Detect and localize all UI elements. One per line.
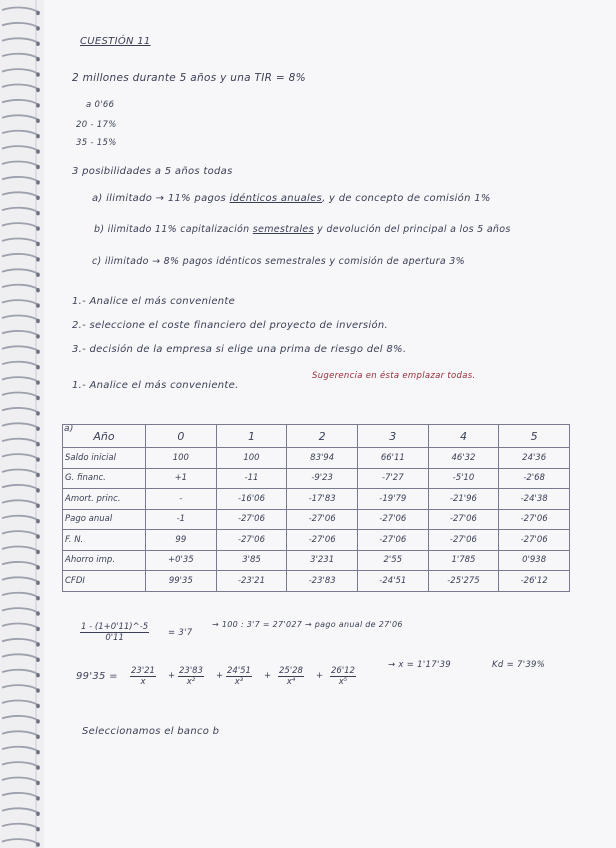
row-label: CFDI [63, 571, 146, 592]
table-cell: -24'38 [499, 489, 570, 510]
table-cell: 99 [146, 530, 217, 551]
annuity-numerator: 1 - (1+0'11)^-5 [81, 622, 149, 632]
irr-term [330, 666, 356, 687]
table-row [63, 530, 570, 551]
table-cell: -19'79 [357, 489, 428, 510]
irr-result: → x = 1'17'39 [388, 660, 451, 670]
term-numerator: 23'83 [179, 666, 203, 676]
irr-term [278, 666, 304, 687]
table-cell: -27'06 [428, 530, 499, 551]
header-2: 2 [287, 425, 358, 448]
table-cell: -25'275 [428, 571, 499, 592]
term-denominator: x⁴ [286, 677, 296, 687]
table-cell: -16'06 [216, 489, 287, 510]
table-cell: -17'83 [287, 489, 358, 510]
problem-statement: 2 millones durante 5 años y una TIR = 8% [72, 72, 306, 84]
header-1: 1 [216, 425, 287, 448]
option-b-text: b) ilimitado 11% capitalización [94, 224, 250, 235]
table-cell: -2'68 [499, 468, 570, 489]
irr-lhs: 99'35 = [76, 671, 118, 682]
kd-result: Kd = 7'39% [492, 660, 546, 670]
term-denominator: x² [186, 677, 196, 687]
term-numerator: 23'21 [131, 666, 155, 676]
table-cell: 2'55 [357, 550, 428, 571]
table-cell: 100 [216, 448, 287, 469]
option-c: c) ilimitado → 8% pagos idénticos semestrales y comisión de apertura 3% [92, 256, 465, 267]
table-cell: +0'35 [146, 550, 217, 571]
table-cell: -27'06 [287, 509, 358, 530]
table-cell: -23'21 [216, 571, 287, 592]
plus-sign: + [264, 671, 272, 681]
header-3: 3 [357, 425, 428, 448]
irr-term [130, 666, 156, 687]
table-cell: -5'10 [428, 468, 499, 489]
irr-term [226, 666, 252, 687]
table-cell: -27'06 [357, 530, 428, 551]
conclusion: Seleccionamos el banco b [82, 726, 220, 737]
options-intro: 3 posibilidades a 5 años todas [72, 166, 233, 177]
row-label: Pago anual [63, 509, 146, 530]
table-cell: 99'35 [146, 571, 217, 592]
red-note: Sugerencia en ésta emplazar todas. [312, 371, 476, 381]
table-row [63, 571, 570, 592]
row-label: G. financ. [63, 468, 146, 489]
table-cell: 83'94 [287, 448, 358, 469]
option-a [92, 193, 491, 204]
plus-sign: + [316, 671, 324, 681]
term-denominator: x⁵ [338, 677, 348, 687]
table-row [63, 489, 570, 510]
table-cell: 0'938 [499, 550, 570, 571]
term-numerator: 26'12 [331, 666, 355, 676]
table-cell: -27'06 [357, 509, 428, 530]
table-cell: -21'96 [428, 489, 499, 510]
table-cell: -26'12 [499, 571, 570, 592]
term-denominator: x³ [234, 677, 244, 687]
term-numerator: 24'51 [227, 666, 251, 676]
header-4: 4 [428, 425, 499, 448]
table-label: a) [64, 424, 74, 434]
option-a-underlined: idénticos anuales [229, 193, 323, 204]
header-0: 0 [146, 425, 217, 448]
table-cell: -27'06 [499, 509, 570, 530]
table-cell: - [146, 489, 217, 510]
table-cell: -7'27 [357, 468, 428, 489]
option-a-tail: , y de concepto de comisión 1% [322, 193, 491, 204]
table-row [63, 448, 570, 469]
table-cell: -11 [216, 468, 287, 489]
option-a-text: a) ilimitado → 11% pagos [92, 193, 227, 204]
row-label: F. N. [63, 530, 146, 551]
option-b [94, 224, 511, 235]
table-cell: 66'11 [357, 448, 428, 469]
table-cell: -23'83 [287, 571, 358, 592]
table-row [63, 550, 570, 571]
annuity-note: → 100 : 3'7 = 27'027 → pago anual de 27'06 [212, 620, 403, 629]
term-denominator: x [140, 677, 146, 687]
table-cell: -9'23 [287, 468, 358, 489]
task-repeat: 1.- Analice el más conveniente. [72, 380, 239, 391]
given-3: 35 - 15% [76, 138, 117, 148]
option-b-underlined: semestrales [252, 224, 314, 235]
term-numerator: 25'28 [279, 666, 303, 676]
header-year: Año [63, 425, 146, 448]
task-3: 3.- decisión de la empresa si elige una prima de riesgo del 8%. [72, 344, 407, 355]
table-row [63, 509, 570, 530]
table-cell: -27'06 [428, 509, 499, 530]
given-2: 20 - 17% [76, 120, 117, 130]
question-title: CUESTIÓN 11 [80, 36, 151, 47]
spiral-binding [0, 0, 44, 848]
table-cell: 3'231 [287, 550, 358, 571]
task-2: 2.- seleccione el coste financiero del proyecto de inversión. [72, 320, 389, 331]
table-cell: -27'06 [216, 509, 287, 530]
table-cell: 1'785 [428, 550, 499, 571]
irr-term [178, 666, 204, 687]
plus-sign: + [216, 671, 224, 681]
plus-sign: + [168, 671, 176, 681]
table-cell: -27'06 [287, 530, 358, 551]
table-cell: 3'85 [216, 550, 287, 571]
table-cell: -27'06 [216, 530, 287, 551]
table-cell: 46'32 [428, 448, 499, 469]
table-header-row [63, 425, 570, 448]
row-label: Ahorro imp. [63, 550, 146, 571]
table-cell: +1 [146, 468, 217, 489]
annuity-result: = 3'7 [168, 628, 193, 638]
annuity-denominator: 0'11 [105, 633, 124, 643]
table-cell: -27'06 [499, 530, 570, 551]
task-1: 1.- Analice el más conveniente [72, 296, 236, 307]
option-b-tail: y devolución del principal a los 5 años [317, 224, 511, 235]
table-row [63, 468, 570, 489]
amortization-table [62, 424, 570, 592]
row-label: Amort. princ. [63, 489, 146, 510]
row-label: Saldo inicial [63, 448, 146, 469]
annuity-factor [80, 622, 149, 643]
given-1: a 0'66 [86, 100, 115, 110]
table-cell: 24'36 [499, 448, 570, 469]
table-cell: 100 [146, 448, 217, 469]
table-cell: -24'51 [357, 571, 428, 592]
table-cell: -1 [146, 509, 217, 530]
header-5: 5 [499, 425, 570, 448]
